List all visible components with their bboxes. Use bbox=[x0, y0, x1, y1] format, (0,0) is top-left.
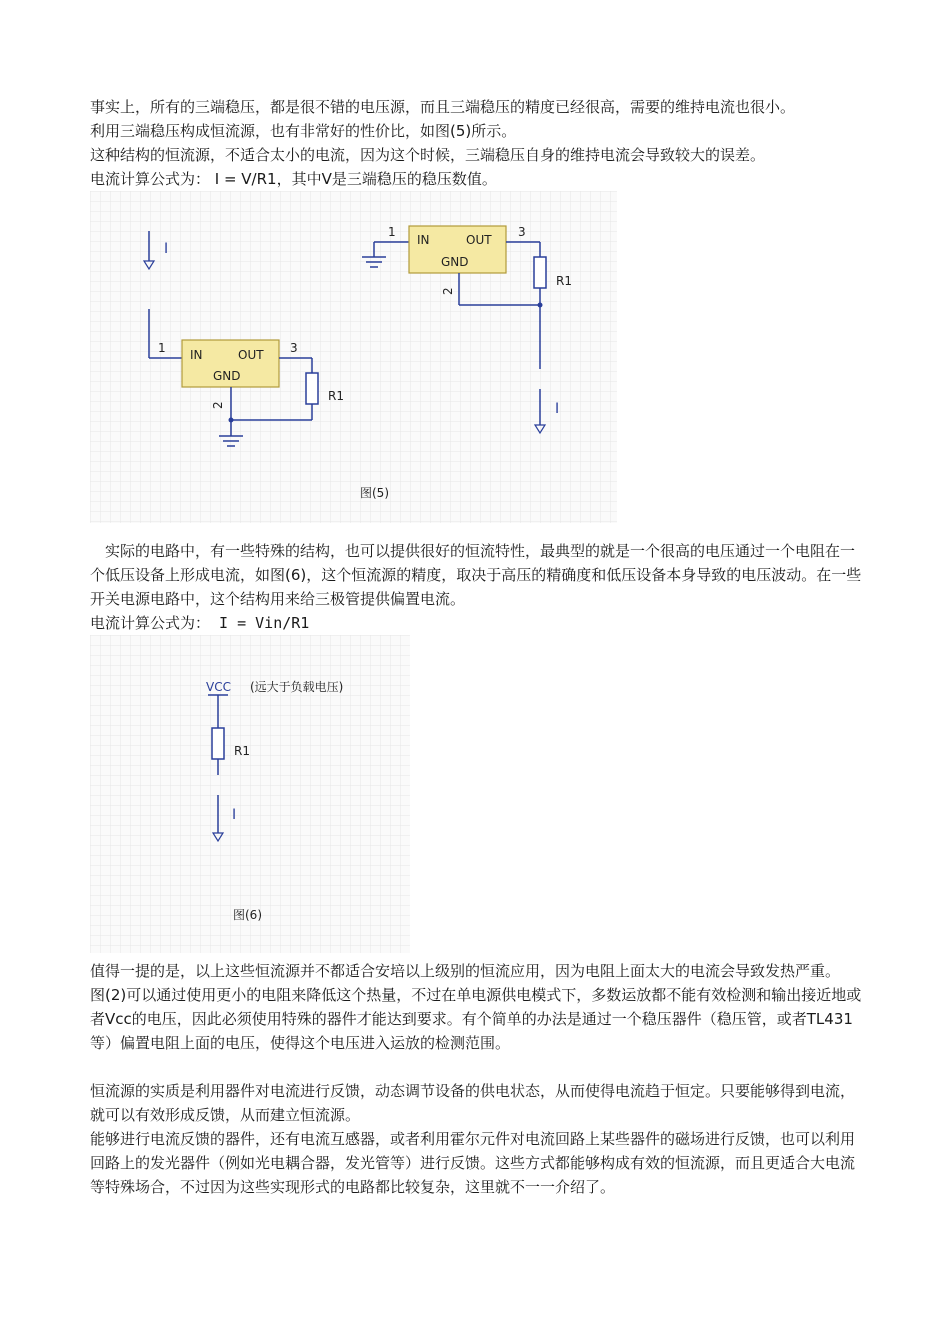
svg-text:OUT: OUT bbox=[466, 233, 492, 247]
figure-5-schematic bbox=[90, 191, 617, 523]
svg-text:1: 1 bbox=[388, 225, 396, 239]
paragraph: 事实上，所有的三端稳压，都是很不错的电压源，而且三端稳压的精度已经很高，需要的维持电流也很小。 bbox=[90, 98, 796, 116]
svg-text:GND: GND bbox=[213, 369, 241, 383]
vcc-label: VCC bbox=[206, 680, 231, 694]
figure-6-schematic bbox=[90, 635, 410, 953]
formula-line: 电流计算公式为： I = Vin/R1 bbox=[90, 614, 310, 632]
paragraph: 图(2)可以通过使用更小的电阻来降低这个热量，不过在单电源供电模式下，多数运放都不能有效检测和输出接近地或者Vcc的电压，因此必须使用特殊的器件才能达到要求。有个简单的办法是通过一个稳压器件（稳压管，或者TL431等）偏置电阻上面的电压，使得这个电压进入运放的检测范围。 bbox=[90, 986, 862, 1052]
figure-caption: 图(6) bbox=[233, 908, 262, 922]
figure-6 bbox=[90, 635, 865, 953]
svg-text:R1: R1 bbox=[556, 274, 572, 288]
svg-text:3: 3 bbox=[518, 225, 526, 239]
paragraph: 值得一提的是，以上这些恒流源并不都适合安培以上级别的恒流应用，因为电阻上面太大的电流会导致发热严重。 bbox=[90, 962, 841, 980]
svg-text:2: 2 bbox=[441, 287, 455, 295]
paragraph: 实际的电路中，有一些特殊的结构，也可以提供很好的恒流特性，最典型的就是一个很高的电压通过一个电阻在一个低压设备上形成电流，如图(6)，这个恒流源的精度，取决于高压的精确度和低压设备本身导致的电压波动。在一些开关电源电路中，这个结构用来给三极管提供偏置电流。 bbox=[90, 542, 862, 608]
current-label: I bbox=[555, 401, 560, 417]
svg-text:3: 3 bbox=[290, 341, 298, 355]
svg-text:IN: IN bbox=[190, 348, 203, 362]
figure-5 bbox=[90, 191, 865, 523]
vcc-note: (远大于负载电压) bbox=[250, 680, 344, 694]
document-page bbox=[90, 95, 865, 1199]
svg-text:1: 1 bbox=[158, 341, 166, 355]
paragraph: 恒流源的实质是利用器件对电流进行反馈，动态调节设备的供电状态，从而使得电流趋于恒定。只要能够得到电流，就可以有效形成反馈，从而建立恒流源。 bbox=[90, 1082, 856, 1124]
paragraph: 利用三端稳压构成恒流源，也有非常好的性价比，如图(5)所示。 bbox=[90, 122, 517, 140]
svg-text:2: 2 bbox=[211, 401, 225, 409]
svg-text:R1: R1 bbox=[234, 744, 250, 758]
current-label: I bbox=[164, 241, 169, 257]
formula-line: 电流计算公式为： I = V/R1，其中V是三端稳压的稳压数值。 bbox=[90, 170, 497, 188]
svg-text:IN: IN bbox=[417, 233, 430, 247]
paragraph: 能够进行电流反馈的器件，还有电流互感器，或者利用霍尔元件对电流回路上某些器件的磁场进行反馈，也可以利用回路上的发光器件（例如光电耦合器，发光管等）进行反馈。这些方式都能够构成有效的恒流源，而且更适合大电流等特殊场合，不过因为这些实现形式的电路都比较复杂，这里就不一一介绍了。 bbox=[90, 1130, 856, 1196]
current-label: I bbox=[232, 807, 237, 823]
svg-text:OUT: OUT bbox=[238, 348, 264, 362]
svg-text:R1: R1 bbox=[328, 389, 344, 403]
paragraph: 这种结构的恒流源，不适合太小的电流，因为这个时候，三端稳压自身的维持电流会导致较大的误差。 bbox=[90, 146, 766, 164]
svg-text:GND: GND bbox=[441, 255, 469, 269]
resistor-r1 bbox=[212, 728, 224, 759]
figure-caption: 图(5) bbox=[360, 486, 389, 500]
